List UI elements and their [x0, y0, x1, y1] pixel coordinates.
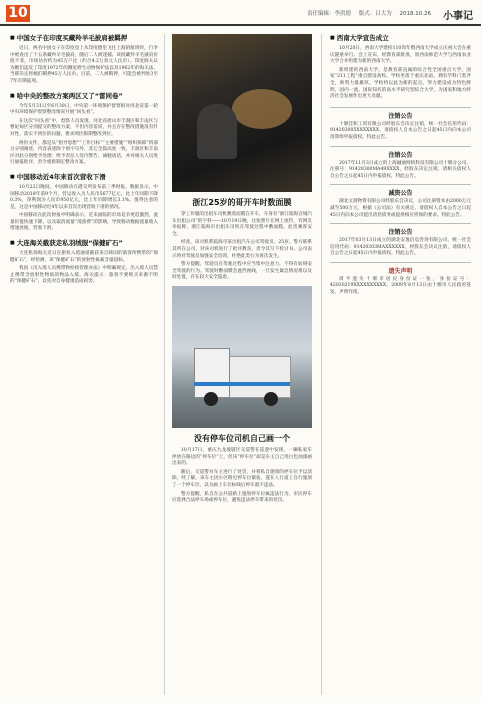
article-paragraph: 我国《出入境人员携带物检疫管理办法》中明确规定，出入境人员禁止携带含放射性物质的物品入境。海关提示：旅客不要购买来源不明的“保健矿石”，以免对自身健康造成损害。	[10, 266, 158, 285]
article-paragraph: 10月20日，西南大学建校110周年暨西南大学成立庆祝大会在重庆隆重举行。会上宣布，经教育部批准，原西南师范大学与西南农业大学合并组建为新的西南大学。	[330, 46, 471, 65]
notice-title: 遗失声明	[388, 267, 413, 275]
notice-text: 十堰佳和工贸有限公司经股东会决定注销，统一社会信用代码：914203005XXXXXXX，请债权人自本公告之日起45日内向本公司清算组申报债权。特此公告。	[330, 121, 471, 140]
photo-truck-cab	[194, 348, 230, 398]
column-divider	[321, 34, 322, 695]
news-article	[10, 92, 158, 167]
article-paragraph: 穿工作服的出租车司机敷着面膜在开车，车身有“浙江临海百城汽车出租公司”的字样——10月19日晚，这张照片在网上流传，有网友举报称，浙江临海市出租车司机在驾驶过程中敷面膜，危害乘客安全。	[172, 212, 312, 237]
article-headline: ■ 中国移动近4年来首次营收下滑	[10, 173, 158, 182]
notice-text: 2017年11月3日成立的上海融通网络科技有限公司十堰分公司，注册号：91420300MA49XXXX，经股东决定注销，请相关债权人自公告之日起45日内申报债权，特此公告。	[330, 160, 471, 179]
page-header	[0, 0, 481, 26]
article-paragraph: 10月22日晚间，中国移动在港交所发布前三季财报。数据显示，中国移动2018年前9个月，营运收入为人民币5677亿元，比上年同期下降0.3%，净利润为人民币950亿元，比上年同期增长3.1%。值得注意的是，这是中国移动近4年以来首次出现营收下滑的情况。	[10, 184, 158, 210]
legal-notice	[330, 223, 471, 258]
column-divider	[164, 34, 165, 695]
legal-notice	[330, 262, 471, 297]
photo-caption: 浙江25岁的哥开车时数面膜	[192, 198, 292, 207]
middle-column	[172, 34, 312, 507]
issue-date: 2018.10.26	[399, 11, 431, 17]
legal-notice	[330, 184, 471, 219]
designer-credit: 版式：吕大为	[358, 11, 392, 17]
article-paragraph: 大连机场海关近日在旅检入境通道截获来自韩国的旅客所携带的“保健矿石”，经检测，该“保健矿石”的放射性核素含量超标。	[10, 251, 158, 263]
news-article	[10, 173, 158, 233]
taxi-driver-photo	[172, 34, 312, 192]
photo-driver-silhouette	[197, 104, 237, 159]
legal-notice	[330, 107, 471, 142]
editor-credit: 责任编辑：李洪德	[306, 11, 351, 17]
notice-text: 2017年03月13日成立的湖北安逸信息咨询有限公司，统一社会信用代码：91420303MAXXXXXX，经股东会决议注销，请债权人自公告之日起45日内申报债权。特此公告。	[330, 238, 471, 257]
article-paragraph: 新组建的西南大学，是教育部直属的综合性全国重点大学，国家“211工程”重点建设高校。学校坐落于重庆北碚，拥有学科门类齐全，师资力量雄厚。学校将以此为新的起点，努力建设成为特色鲜明、国内一流、国际知名的高水平研究型综合大学，为国家和地方经济社会发展作出更大贡献。	[330, 67, 471, 100]
tow-truck-photo	[172, 286, 312, 428]
news-article	[10, 34, 158, 86]
notice-text: 周平遗失十堰市居民身份证一张，身份证号：42030219XXXXXXXXXX，2009年8月13日由十堰市人民政府签发，声明作废。	[330, 276, 471, 296]
news-article	[10, 239, 158, 286]
header-credits	[301, 9, 431, 17]
notice-title: 减资公告	[388, 190, 413, 198]
notice-title: 注销公告	[388, 229, 413, 237]
article-headline: ■ 哈中央的整改方案两区又了“雷同卷”	[10, 92, 158, 101]
article-paragraph: 经查，该司机系临海市某出租汽车公司驾驶员，25岁。警方联系其所在公司，对该司机进行了批评教育，责令其写下检讨书。公司表示将对驾驶员加强安全培训，杜绝此类行为再次发生。	[172, 240, 312, 259]
right-column	[330, 34, 471, 301]
article-paragraph: 两份文件，都是从“指导思想”“工作目标”“主要措施”“组织保障”四部分分别阐述，内容表述除个别字句外，其它全篇高度一致。丰润区和丰南区对此分别给予处理：给予责任人党内警告、诫勉谈话，并对相关人员进行通报批评，责令重新制定整改方案。	[10, 140, 158, 166]
article-headline: ■ 中国女子在印度买藏羚羊毛披肩被羁押	[10, 34, 158, 43]
left-column	[10, 34, 158, 292]
section-title: 小事记	[443, 11, 473, 22]
photo-truck-stripe	[194, 382, 290, 386]
notice-text: 湖北文润物资有限公司经股东会决议，公司注册资本由2000万元减至500万元，根据《公司法》有关规定，请债权人自本公告之日起45日内向本公司提出清偿债务或提供相应担保的要求。特此公告。	[330, 199, 471, 218]
article-paragraph: 在这次“回头看”中，督察人员发现，河北省唐山市丰润区和丰南区与曹妃甸区分别提交的整改方案，不但内容雷同，并且存在整改措施没有针对性，落实不到位的问题，要求两区限期整改到位。	[10, 118, 158, 137]
article-paragraph: 警方提醒，私自在公共道路上施划停车位属违法行为，市民停车应选择合法停车场或停车位，避免违法停车带来的处罚。	[172, 491, 312, 504]
photo-truck-wheel	[204, 392, 218, 406]
page-number-badge: 10	[6, 5, 30, 22]
photo-truck-wheel	[264, 392, 278, 406]
legal-notice	[330, 146, 471, 181]
article-paragraph: 今年5月31日至6月30日，中央第一环境保护督察组对河北省第一轮中央环境保护督察整改情况开展“回头看”。	[10, 103, 158, 116]
article-paragraph: 10月17日，重庆九龙坡辖区交巡警在巡逻中发现，一辆私家车停放在路边的“停车位”上，但该“停车位”却是车主自己用白色油漆画出来的。	[172, 447, 312, 467]
article-headline: ■ 大连海关截获走私羽绒服“保健矿石”	[10, 239, 158, 248]
photo-caption: 没有停车位司机自己画一个	[194, 433, 290, 443]
article-paragraph: 警方提醒，驾驶员在驾驶过程中应当集中注意力，不得有妨碍安全驾驶的行为。驾驶时敷面膜会遮挡视线，一旦发生紧急情况难以及时处置，存在较大安全隐患。	[172, 262, 312, 281]
header-rule	[0, 24, 481, 26]
article-paragraph: 随后，交巡警对车主进行了处罚，并将私自施划的停车位予以清除。经了解，该车主因小区附近停车位紧张，遂在人行道上自行施划了一个停车位，以为画上车位标线后停车就不违法。	[172, 469, 312, 488]
article-paragraph: 近日，两名中国女子在印度登上从印度德里飞往上海的航班时，行李中被查出了十五条藏羚羊毛披肩，随后二人被逮捕。该批藏羚羊毛披肩价值不菲，市场估价约为45万户比（约合4.2万余元人民币）。印度海关认为她们违反了印度1972年的濒危野生动物保护法以及1962年的海关法，当即决定将她们羁押45万人民币。目前，二人被羁押，可能会被判处3至7年有期徒刑。	[10, 46, 158, 84]
photo-light-area	[232, 89, 292, 129]
article-paragraph: 中国移动在此次财报中明确表示，近来面临的市场竞争更趋激烈，流量价值快速下降，以及取消流量“漫游费”的影响，导致移动数据流量收入增速放缓，营收下滑。	[10, 213, 158, 232]
news-article	[330, 34, 471, 101]
notice-title: 注销公告	[388, 151, 413, 159]
notice-title: 注销公告	[388, 112, 413, 120]
article-headline: ■ 西南大学宣告成立	[330, 34, 471, 43]
